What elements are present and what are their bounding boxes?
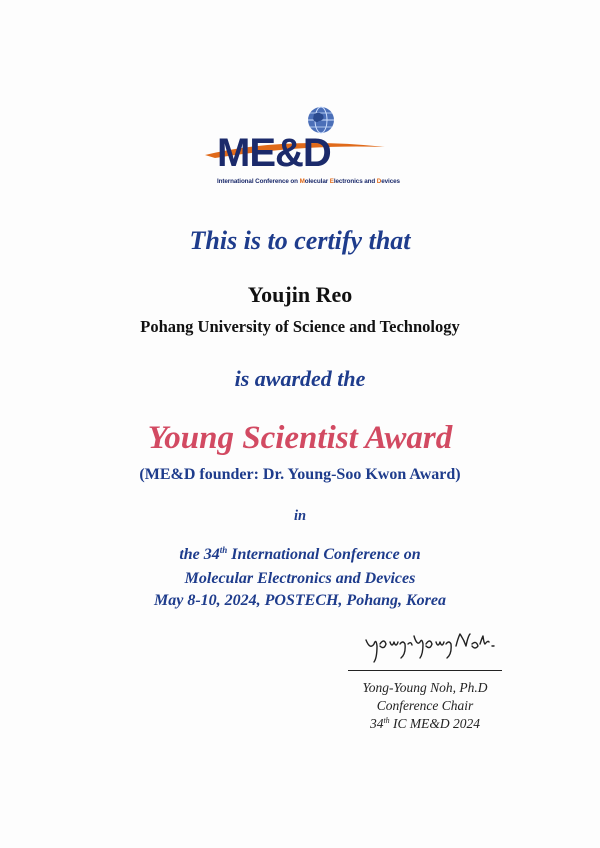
signatory-name: Yong-Young Noh, Ph.D [362,680,488,695]
globe-icon [308,107,334,133]
conference-number: the 34 [179,546,220,563]
logo-wordmark: ME&D [217,131,331,175]
in-word: in [293,508,307,524]
logo-subtitle-part: International Conference on [217,178,300,185]
conference-line-1 [0,546,600,564]
logo-subtitle-highlight: M [299,178,305,185]
recipient-name: Youjin Reo [247,282,353,307]
event-rest: IC ME&D 2024 [389,716,481,731]
signatory-event [340,716,510,732]
handwritten-signature [360,626,510,666]
med-logo-graphic [195,100,395,190]
event-number: 34 [369,716,384,731]
conference-line-1-rest: International Conference on [227,546,421,563]
signature-line [348,670,502,671]
awarded-line: is awarded the [234,366,366,391]
signatory-role: Conference Chair [376,698,474,713]
certify-line: This is to certify that [189,226,411,255]
conference-ordinal: th [219,545,228,555]
award-title: Young Scientist Award [147,420,453,456]
logo-subtitle-part: lectronics and [333,178,377,185]
logo-subtitle-highlight: D [376,178,382,185]
conference-line-3: May 8-10, 2024, POSTECH, Pohang, Korea [153,592,446,609]
med-logo [195,100,395,190]
recipient-affiliation: Pohang University of Science and Technology [140,317,460,336]
award-subtitle: (ME&D founder: Dr. Young-Soo Kwon Award) [139,466,461,483]
logo-subtitle-highlight: E [329,178,334,185]
event-ordinal: th [383,716,390,725]
signature-graphic [360,626,510,666]
logo-subtitle [217,178,400,185]
logo-subtitle-part: olecular [304,178,330,185]
conference-line-2: Molecular Electronics and Devices [184,570,416,587]
logo-subtitle-part: evices [381,178,400,185]
